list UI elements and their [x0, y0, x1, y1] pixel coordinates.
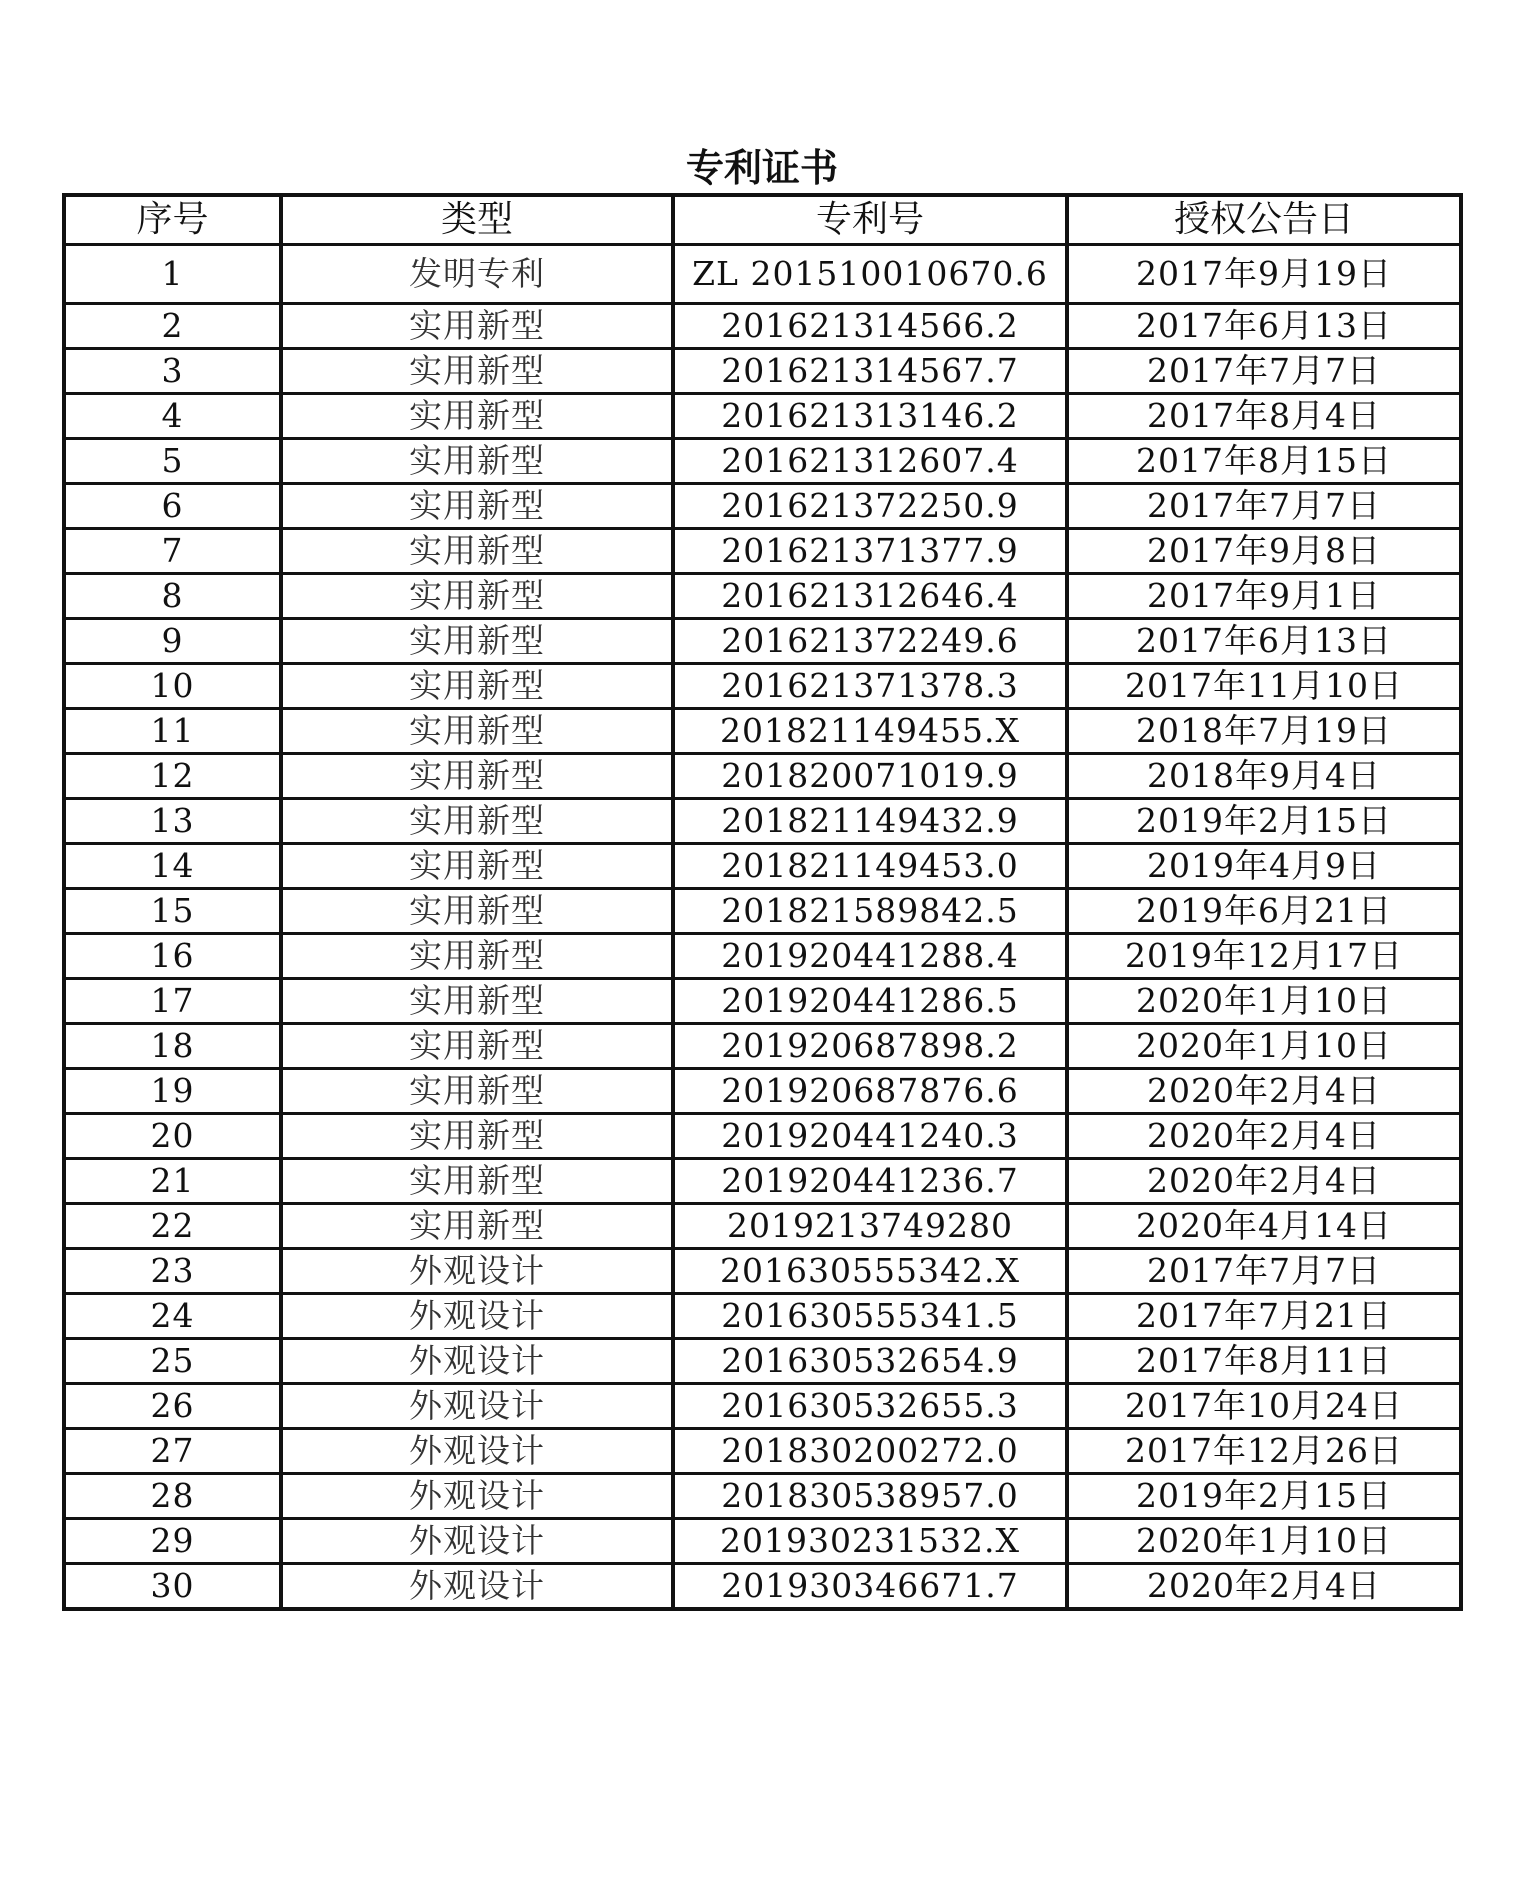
cell-serial: 30: [64, 1564, 281, 1610]
cell-grant-date: 2019年6月21日: [1067, 889, 1461, 934]
table-row: [64, 394, 1461, 439]
cell-patent-number: 201820071019.9: [673, 754, 1067, 799]
cell-serial: 7: [64, 529, 281, 574]
table-row: [64, 664, 1461, 709]
table-row: [64, 799, 1461, 844]
cell-patent-number: 201621312607.4: [673, 439, 1067, 484]
cell-patent-number: 201920441236.7: [673, 1159, 1067, 1204]
cell-grant-date: 2017年9月1日: [1067, 574, 1461, 619]
cell-type: 外观设计: [281, 1384, 673, 1429]
cell-serial: 6: [64, 484, 281, 529]
cell-patent-number: 201821149432.9: [673, 799, 1067, 844]
cell-grant-date: 2018年9月4日: [1067, 754, 1461, 799]
cell-grant-date: 2017年8月4日: [1067, 394, 1461, 439]
cell-type: 外观设计: [281, 1519, 673, 1564]
cell-serial: 13: [64, 799, 281, 844]
table-row: [64, 889, 1461, 934]
cell-grant-date: 2020年2月4日: [1067, 1159, 1461, 1204]
cell-serial: 17: [64, 979, 281, 1024]
table-row: [64, 1474, 1461, 1519]
cell-patent-number: 201821589842.5: [673, 889, 1067, 934]
cell-type: 实用新型: [281, 1159, 673, 1204]
cell-grant-date: 2017年7月7日: [1067, 349, 1461, 394]
cell-grant-date: 2019年12月17日: [1067, 934, 1461, 979]
cell-patent-number: 201821149455.X: [673, 709, 1067, 754]
cell-grant-date: 2017年9月19日: [1067, 245, 1461, 304]
cell-patent-number: ZL 201510010670.6: [673, 245, 1067, 304]
table-row: [64, 1429, 1461, 1474]
cell-serial: 9: [64, 619, 281, 664]
table-row: [64, 245, 1461, 304]
cell-grant-date: 2017年11月10日: [1067, 664, 1461, 709]
cell-type: 实用新型: [281, 1114, 673, 1159]
table-row: [64, 484, 1461, 529]
cell-type: 实用新型: [281, 484, 673, 529]
cell-type: 发明专利: [281, 245, 673, 304]
cell-grant-date: 2017年10月24日: [1067, 1384, 1461, 1429]
cell-serial: 28: [64, 1474, 281, 1519]
cell-type: 外观设计: [281, 1294, 673, 1339]
cell-type: 实用新型: [281, 844, 673, 889]
cell-type: 实用新型: [281, 754, 673, 799]
cell-patent-number: 201930346671.7: [673, 1564, 1067, 1610]
cell-patent-number: 201630532654.9: [673, 1339, 1067, 1384]
cell-patent-number: 201630532655.3: [673, 1384, 1067, 1429]
table-row: [64, 1339, 1461, 1384]
cell-serial: 27: [64, 1429, 281, 1474]
cell-patent-number: 2019213749280: [673, 1204, 1067, 1249]
cell-type: 实用新型: [281, 934, 673, 979]
table-row: [64, 754, 1461, 799]
cell-grant-date: 2019年2月15日: [1067, 799, 1461, 844]
cell-grant-date: 2020年1月10日: [1067, 979, 1461, 1024]
cell-type: 实用新型: [281, 529, 673, 574]
table-row: [64, 1069, 1461, 1114]
cell-grant-date: 2017年7月21日: [1067, 1294, 1461, 1339]
cell-serial: 23: [64, 1249, 281, 1294]
table-row: [64, 619, 1461, 664]
page-title: 专利证书: [685, 146, 838, 190]
table-row: [64, 1204, 1461, 1249]
cell-patent-number: 201621313146.2: [673, 394, 1067, 439]
cell-type: 实用新型: [281, 664, 673, 709]
cell-patent-number: 201920687876.6: [673, 1069, 1067, 1114]
cell-patent-number: 201621371378.3: [673, 664, 1067, 709]
cell-serial: 22: [64, 1204, 281, 1249]
table-row: [64, 979, 1461, 1024]
cell-patent-number: 201621312646.4: [673, 574, 1067, 619]
cell-grant-date: 2017年7月7日: [1067, 1249, 1461, 1294]
cell-patent-number: 201621371377.9: [673, 529, 1067, 574]
cell-patent-number: 201821149453.0: [673, 844, 1067, 889]
cell-serial: 14: [64, 844, 281, 889]
cell-grant-date: 2017年9月8日: [1067, 529, 1461, 574]
table-row: [64, 574, 1461, 619]
column-header-grant-date: 授权公告日: [1067, 195, 1461, 245]
table-row: [64, 1114, 1461, 1159]
cell-patent-number: 201920687898.2: [673, 1024, 1067, 1069]
table-row: [64, 1024, 1461, 1069]
cell-grant-date: 2020年2月4日: [1067, 1564, 1461, 1610]
cell-grant-date: 2020年2月4日: [1067, 1114, 1461, 1159]
cell-type: 实用新型: [281, 1024, 673, 1069]
cell-patent-number: 201830200272.0: [673, 1429, 1067, 1474]
cell-type: 实用新型: [281, 979, 673, 1024]
cell-serial: 19: [64, 1069, 281, 1114]
cell-type: 外观设计: [281, 1339, 673, 1384]
table-row: [64, 709, 1461, 754]
column-header-serial: 序号: [64, 195, 281, 245]
cell-serial: 3: [64, 349, 281, 394]
header-row: [64, 195, 1461, 245]
cell-type: 实用新型: [281, 1204, 673, 1249]
cell-grant-date: 2018年7月19日: [1067, 709, 1461, 754]
cell-serial: 16: [64, 934, 281, 979]
cell-serial: 24: [64, 1294, 281, 1339]
table-row: [64, 304, 1461, 349]
cell-serial: 10: [64, 664, 281, 709]
cell-serial: 2: [64, 304, 281, 349]
cell-patent-number: 201621314567.7: [673, 349, 1067, 394]
cell-grant-date: 2017年12月26日: [1067, 1429, 1461, 1474]
table-row: [64, 1384, 1461, 1429]
cell-patent-number: 201621372250.9: [673, 484, 1067, 529]
cell-type: 实用新型: [281, 394, 673, 439]
cell-type: 实用新型: [281, 574, 673, 619]
column-header-patent-number: 专利号: [673, 195, 1067, 245]
cell-serial: 12: [64, 754, 281, 799]
cell-grant-date: 2019年2月15日: [1067, 1474, 1461, 1519]
cell-serial: 11: [64, 709, 281, 754]
cell-patent-number: 201830538957.0: [673, 1474, 1067, 1519]
cell-type: 实用新型: [281, 799, 673, 844]
cell-type: 实用新型: [281, 1069, 673, 1114]
cell-serial: 1: [64, 245, 281, 304]
cell-serial: 21: [64, 1159, 281, 1204]
table-body: [64, 245, 1461, 1610]
cell-grant-date: 2020年2月4日: [1067, 1069, 1461, 1114]
cell-type: 外观设计: [281, 1474, 673, 1519]
table-header: [64, 195, 1461, 245]
cell-type: 实用新型: [281, 439, 673, 484]
column-header-type: 类型: [281, 195, 673, 245]
table-row: [64, 1294, 1461, 1339]
cell-type: 实用新型: [281, 304, 673, 349]
cell-serial: 18: [64, 1024, 281, 1069]
table-row: [64, 844, 1461, 889]
cell-type: 实用新型: [281, 709, 673, 754]
cell-patent-number: 201920441288.4: [673, 934, 1067, 979]
cell-grant-date: 2019年4月9日: [1067, 844, 1461, 889]
cell-grant-date: 2017年6月13日: [1067, 304, 1461, 349]
cell-patent-number: 201621372249.6: [673, 619, 1067, 664]
table-row: [64, 934, 1461, 979]
cell-serial: 26: [64, 1384, 281, 1429]
table-row: [64, 1519, 1461, 1564]
cell-serial: 4: [64, 394, 281, 439]
cell-type: 外观设计: [281, 1564, 673, 1610]
cell-grant-date: 2017年7月7日: [1067, 484, 1461, 529]
table-row: [64, 1159, 1461, 1204]
cell-grant-date: 2017年6月13日: [1067, 619, 1461, 664]
cell-type: 实用新型: [281, 619, 673, 664]
patent-table: [62, 193, 1463, 1611]
cell-patent-number: 201630555341.5: [673, 1294, 1067, 1339]
cell-serial: 25: [64, 1339, 281, 1384]
cell-patent-number: 201630555342.X: [673, 1249, 1067, 1294]
cell-grant-date: 2017年8月11日: [1067, 1339, 1461, 1384]
table-row: [64, 529, 1461, 574]
cell-serial: 20: [64, 1114, 281, 1159]
table-row: [64, 1249, 1461, 1294]
cell-serial: 8: [64, 574, 281, 619]
cell-type: 外观设计: [281, 1429, 673, 1474]
cell-patent-number: 201621314566.2: [673, 304, 1067, 349]
table-row: [64, 439, 1461, 484]
cell-type: 外观设计: [281, 1249, 673, 1294]
cell-grant-date: 2020年4月14日: [1067, 1204, 1461, 1249]
table-row: [64, 1564, 1461, 1610]
cell-serial: 5: [64, 439, 281, 484]
cell-type: 实用新型: [281, 889, 673, 934]
cell-patent-number: 201920441286.5: [673, 979, 1067, 1024]
cell-serial: 29: [64, 1519, 281, 1564]
table-row: [64, 349, 1461, 394]
cell-serial: 15: [64, 889, 281, 934]
cell-patent-number: 201930231532.X: [673, 1519, 1067, 1564]
cell-patent-number: 201920441240.3: [673, 1114, 1067, 1159]
cell-grant-date: 2017年8月15日: [1067, 439, 1461, 484]
cell-grant-date: 2020年1月10日: [1067, 1519, 1461, 1564]
cell-grant-date: 2020年1月10日: [1067, 1024, 1461, 1069]
cell-type: 实用新型: [281, 349, 673, 394]
